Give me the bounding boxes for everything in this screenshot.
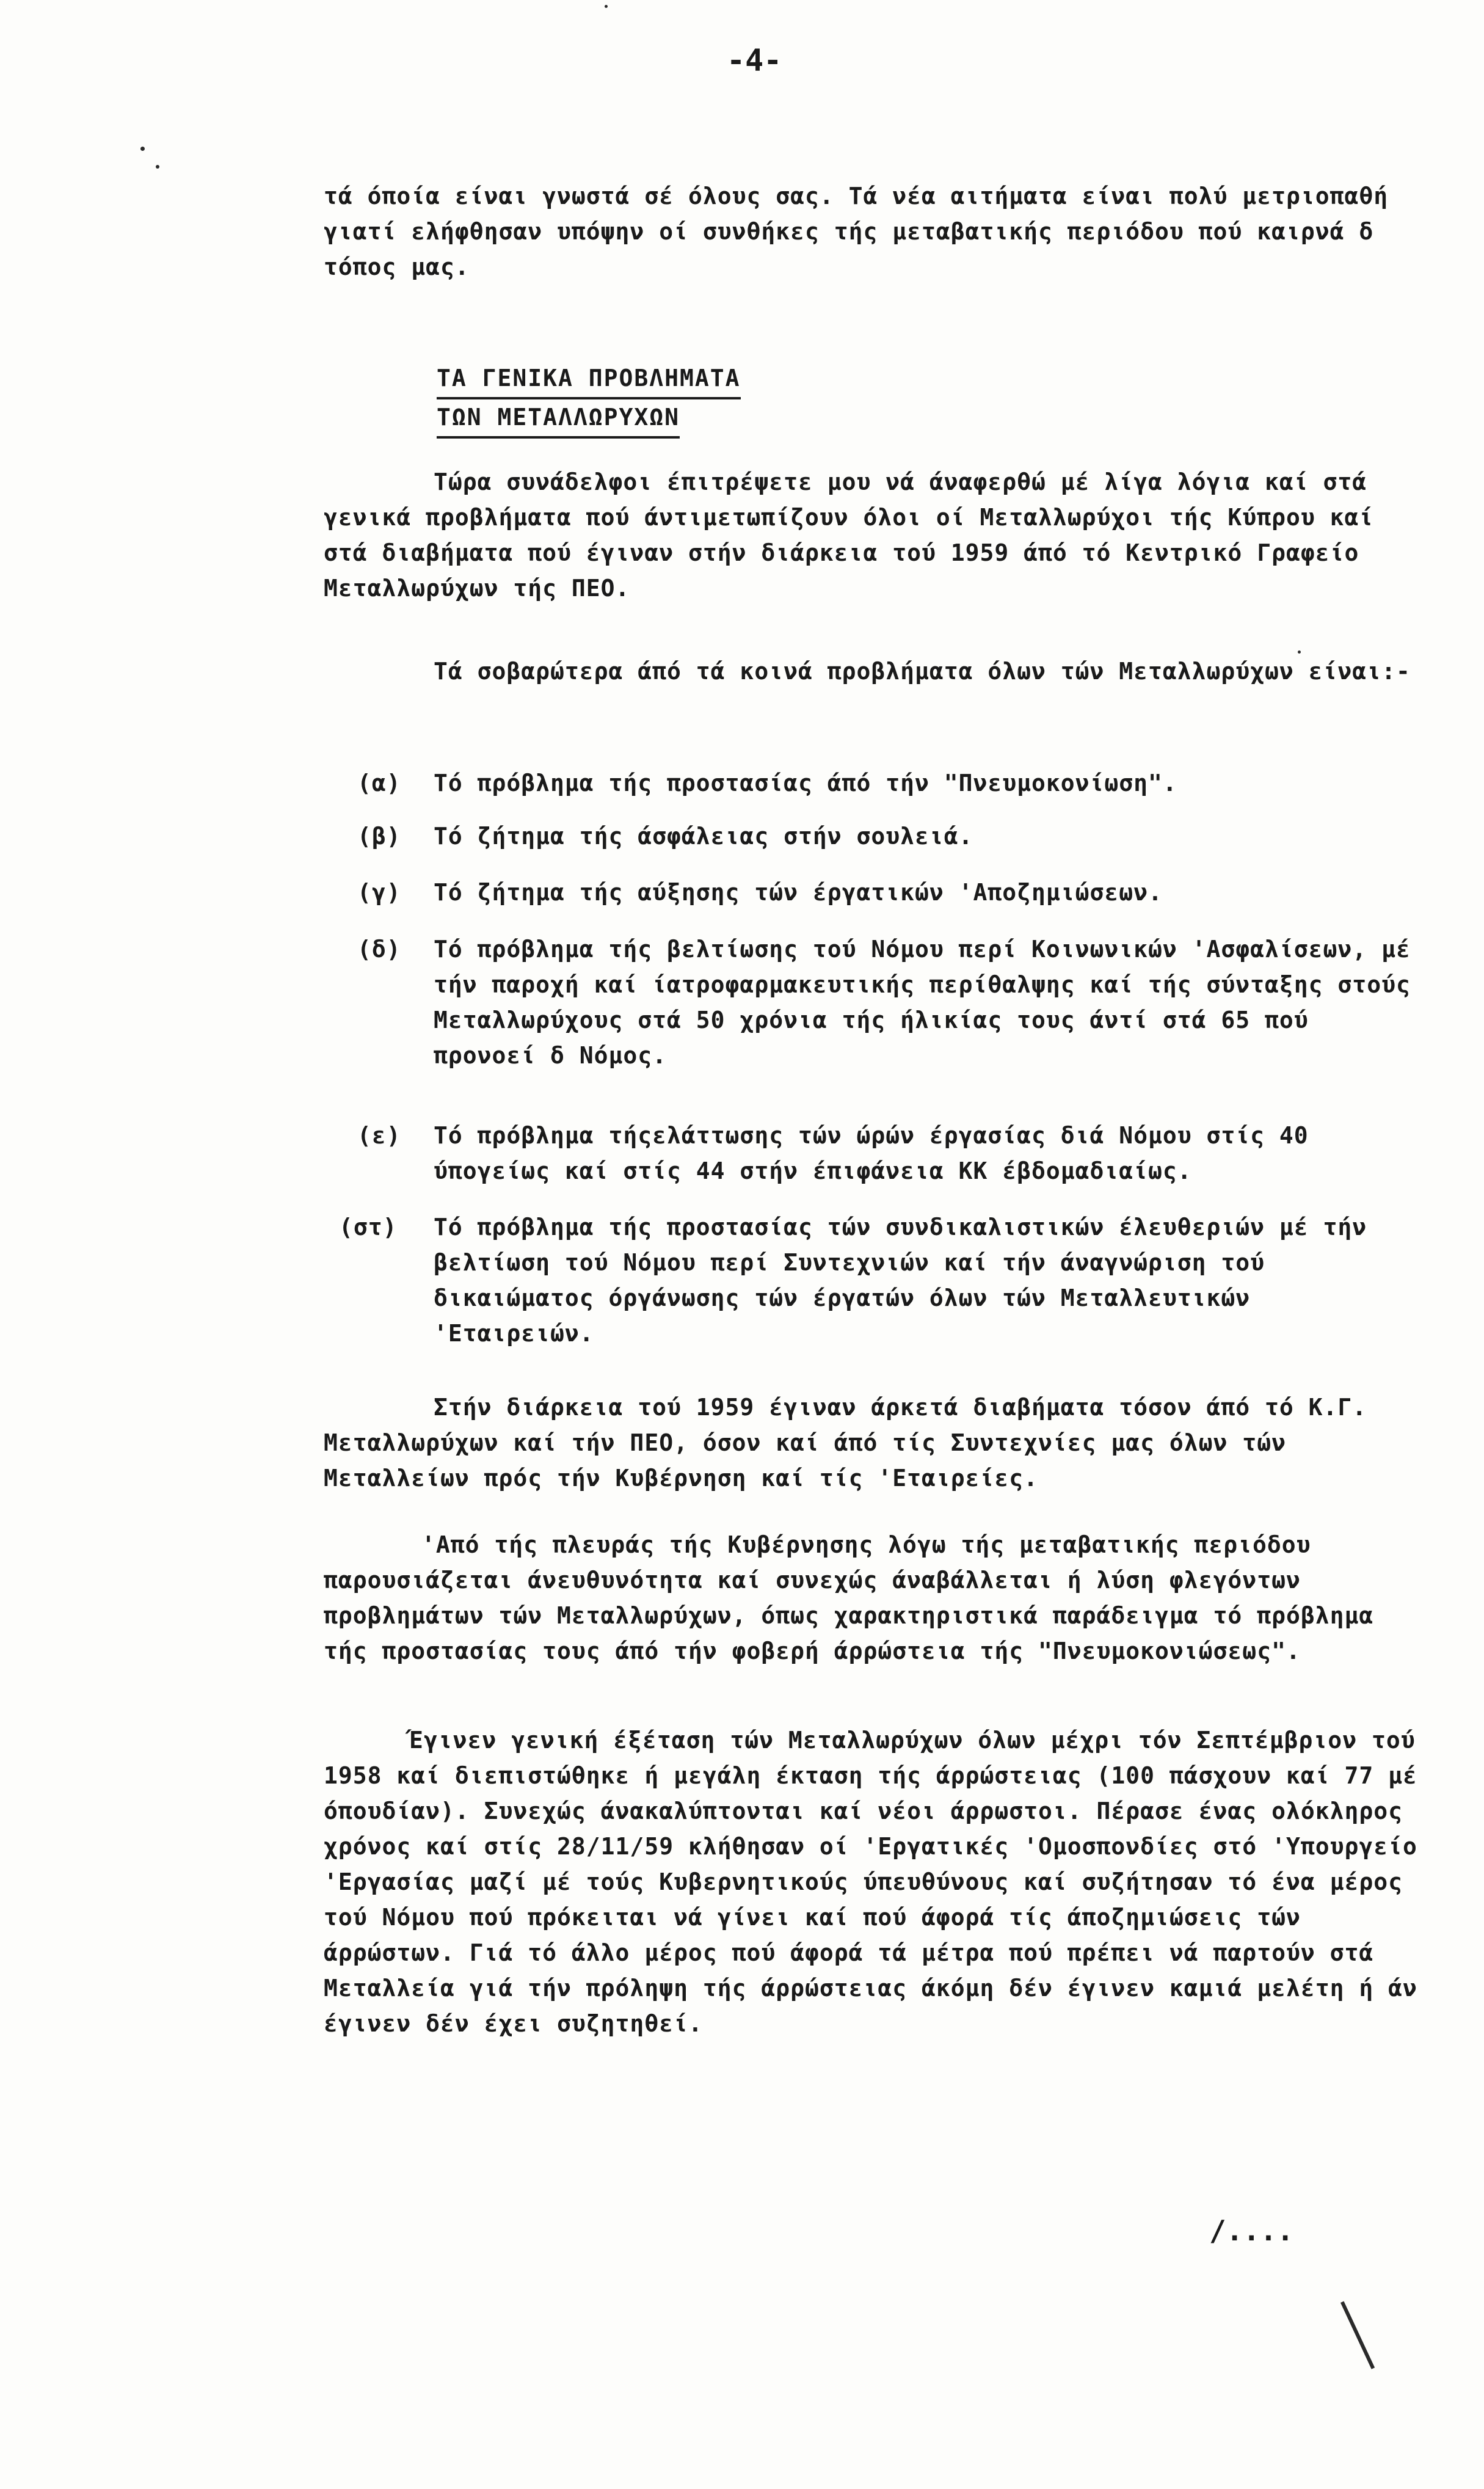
intro-paragraph: τά όποία είναι γνωστά σέ όλους σας. Τά νέα αιτήματα είναι πολύ μετριοπαθή γιατί ελήφθησαν υπόψην οί συνθήκες τής μεταβατικής περιόδου πού καιρνά δ τόπος μας. xyxy=(324,183,1403,280)
list-text: Τό ζήτημα τής αύξησης τών έργατικών 'Αποζημιώσεων. xyxy=(434,879,1163,906)
list-marker: (α) xyxy=(357,770,401,796)
paragraph-5: Έγινεν γενική έξέταση τών Μεταλλωρύχων όλων μέχρι τόν Σεπτέμβριον τού 1958 καί διεπιστώθηκε ή μεγάλη έκταση τής άρρώστειας (100 πάσχουν καί 77 μέ όπουδίαν). Συνεχώς άνακαλύπτονται καί νέοι άρρωστοι. Πέρασε ένας ολόκληρος χρόνος καί στίς 28/11/59 κλήθησαν οί 'Εργατικές 'Ομοσπονδίες στό 'Υπουργείο 'Εργασίας μαζί μέ τούς Κυβερνητικούς ύπευθύνους καί συζήτησαν τό ένα μέρος τού Νόμου πού πρόκειται νά γίνει καί πού άφορά τίς άποζημιώσεις τών άρρώστων. Γιά τό άλλο μέρος πού άφορά τά μέτρα πού πρέπει νά παρτούν στά Μεταλλεία γιά τήν πρόληψη τής άρρώστειας άκόμη δέν έγινεν καμιά μελέτη ή άν έγινεν δέν έχει συζητηθεί. xyxy=(324,1727,1432,2037)
heading-line-2: ΤΩΝ ΜΕΤΑΛΛΩΡΥΧΩΝ xyxy=(437,399,680,439)
page-number: -4- xyxy=(727,43,782,78)
paragraph-1: Τώρα συνάδελφοι έπιτρέψετε μου νά άναφερθώ μέ λίγα λόγια καί στά γενικά προβλήματα πού άντιμετωπίζουν όλοι οί Μεταλλωρύχοι τής Κύπρου καί στά διαβήματα πού έγιναν στήν διάρκεια τού 1959 άπό τό Κεντρικό Γραφείο Μεταλλωρύχων τής ΠΕΟ. xyxy=(324,468,1389,602)
list-item xyxy=(357,875,1414,910)
section-heading xyxy=(437,360,741,439)
scan-speck xyxy=(156,165,159,169)
list-marker: (στ) xyxy=(339,1214,398,1241)
list-item xyxy=(357,818,1414,854)
heading-line-1: ΤΑ ΓΕΝΙΚΑ ΠΡΟΒΛΗΜΑΤΑ xyxy=(437,360,741,399)
continuation-mark: /.... xyxy=(1209,2214,1294,2247)
list-marker: (β) xyxy=(357,823,401,850)
paragraph-3: Στήν διάρκεια τού 1959 έγιναν άρκετά διαβήματα τόσον άπό τό Κ.Γ. Μεταλλωρύχων καί τήν ΠΕΟ, όσον καί άπό τίς Συντεχνίες μας όλων τών Μεταλλείων πρός τήν Κυβέρνηση καί τίς 'Εταιρείες. xyxy=(324,1394,1382,1492)
list-text: Τό πρόβλημα τήςελάττωσης τών ώρών έργασίας διά Νόμου στίς 40 ύπογείως καί στίς 44 στήν έπιφάνεια ΚΚ έβδομαδιαίως. xyxy=(434,1122,1309,1184)
list-text: Τό ζήτημα τής άσφάλειας στήν σουλειά. xyxy=(434,823,973,850)
list-item xyxy=(357,931,1414,1073)
list-text: Τό πρόβλημα τής προστασίας άπό τήν "Πνευμοκονίωση". xyxy=(434,770,1177,796)
list-item xyxy=(339,1209,1414,1351)
scan-speck xyxy=(605,5,608,8)
list-text: Τό πρόβλημα τής βελτίωσης τού Νόμου περί Κοινωνικών 'Ασφαλίσεων, μέ τήν παροχή καί ίατροφαρμακευτικής περίθαλψης καί τής σύνταξης στούς Μεταλλωρύχους στά 50 χρόνια τής ήλικίας τους άντί στά 65 πού προνοεί δ Νόμος. xyxy=(434,936,1411,1069)
scan-speck xyxy=(1298,650,1301,654)
list-marker: (γ) xyxy=(357,879,401,906)
scan-speck xyxy=(140,147,145,151)
paragraph-4: 'Από τής πλευράς τής Κυβέρνησης λόγω τής μεταβατικής περιόδου παρουσιάζεται άνευθυνότητα καί συνεχώς άναβάλλεται ή λύση φλεγόντων προβλημάτων τών Μεταλλωρύχων, όπως χαρακτηριστικά παράδειγμα τό πρόβλημα τής προστασίας τους άπό τήν φοβερή άρρώστεια τής "Πνευμοκονιώσεως". xyxy=(324,1531,1389,1664)
list-item xyxy=(357,1118,1414,1189)
list-marker: (δ) xyxy=(357,936,401,963)
list-item xyxy=(357,765,1414,801)
list-text: Τό πρόβλημα τής προστασίας τών συνδικαλιστικών έλευθεριών μέ τήν βελτίωση τού Νόμου περί Συντεχνιών καί τήν άναγνώριση τού δικαιώματος όργάνωσης τών έργατών όλων τών Μεταλλευτικών 'Εταιρειών. xyxy=(434,1214,1367,1347)
scan-stroke-mark xyxy=(1340,2301,1375,2369)
list-marker: (ε) xyxy=(357,1122,401,1149)
paragraph-2: Τά σοβαρώτερα άπό τά κοινά προβλήματα όλων τών Μεταλλωρύχων είναι:- xyxy=(434,658,1411,685)
